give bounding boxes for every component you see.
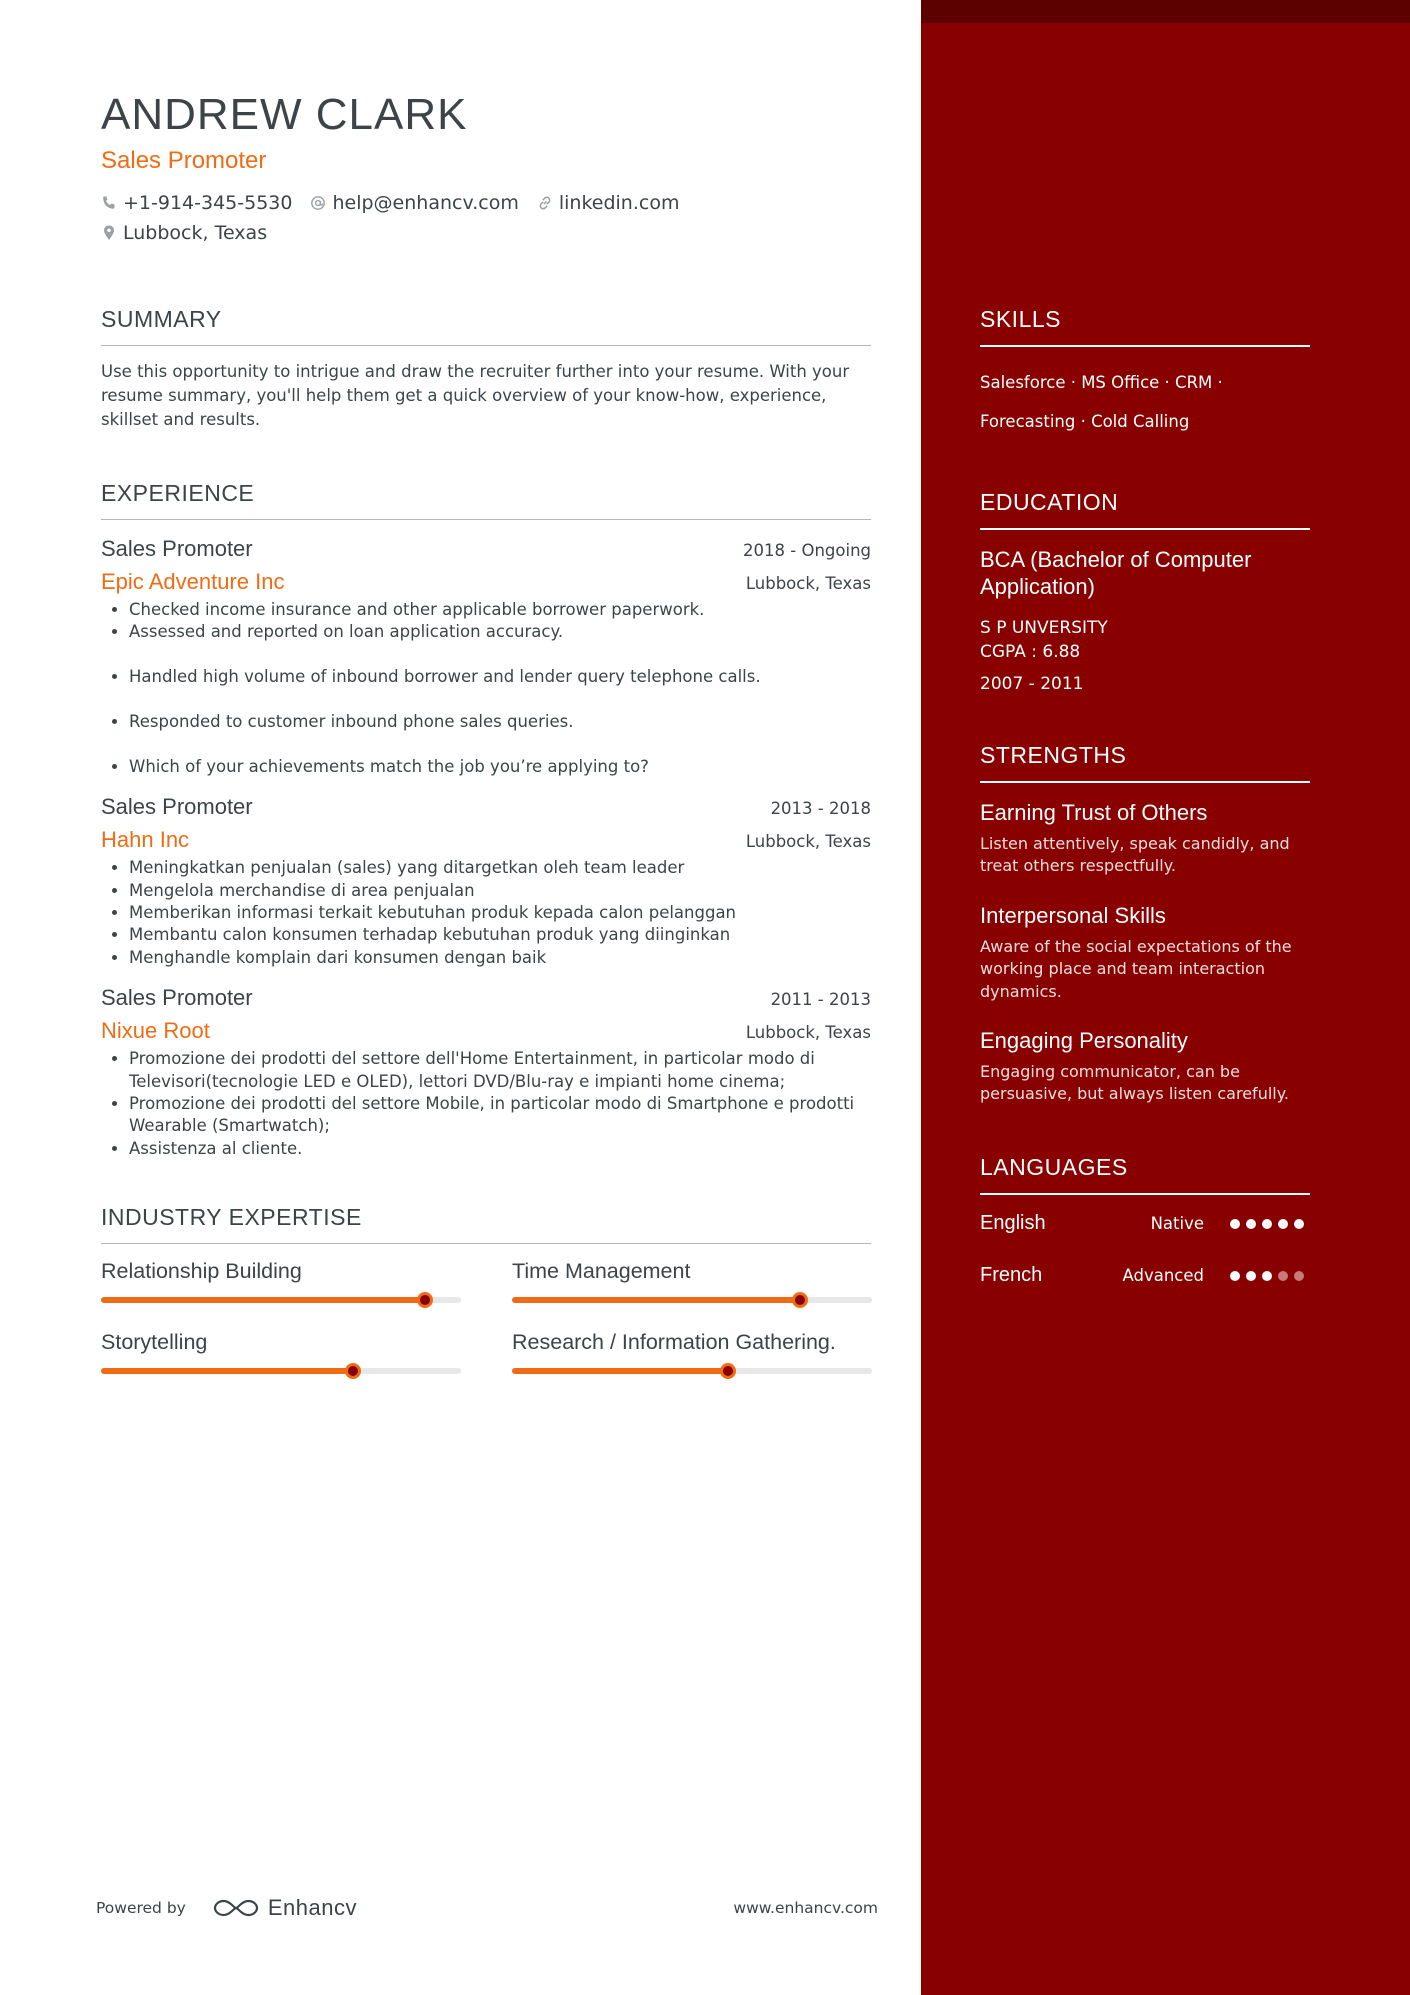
job-company: Nixue Root [101, 1018, 210, 1044]
job-bullet: • Mengelola merchandise di area penjualan [129, 880, 871, 902]
expertise-bar-knob [792, 1292, 808, 1308]
language-level: Advanced [1122, 1266, 1204, 1286]
job-bullet: • Assistenza al cliente. [129, 1138, 871, 1160]
job-bullet: • Menghandle komplain dari konsumen dengan baik [129, 947, 871, 969]
strengths-section [980, 742, 1310, 1106]
expertise-item [512, 1329, 872, 1374]
strength-title: Earning Trust of Others [980, 800, 1208, 825]
education-degree: BCA (Bachelor of Computer Application) [980, 547, 1252, 599]
industry-expertise-section [101, 1204, 871, 1374]
section-title-summary: SUMMARY [101, 306, 871, 346]
language-level: Native [1150, 1214, 1204, 1234]
job-location: Lubbock, Texas [745, 574, 871, 593]
section-title-strengths: STRENGTHS [980, 742, 1310, 783]
job-bullets [101, 1048, 871, 1160]
expertise-label: Time Management [512, 1259, 691, 1284]
strength-description: Aware of the social expectations of the working place and team interaction dynamics. [980, 936, 1292, 1001]
main-column [101, 88, 871, 1374]
strength-title: Interpersonal Skills [980, 902, 1166, 928]
contact-row [101, 188, 871, 218]
contact-phone [101, 192, 292, 214]
dot-filled [1278, 1219, 1288, 1229]
job-title: Sales Promoter [101, 794, 253, 820]
dot-filled [1230, 1219, 1240, 1229]
job-bullet: • Meningkatkan penjualan (sales) yang ditargetkan oleh team leader [129, 857, 871, 879]
job-subheader [101, 827, 871, 853]
contact-email[interactable] [310, 192, 518, 214]
education-details [980, 616, 1310, 664]
job-dates: 2018 - Ongoing [743, 541, 871, 560]
job-bullet: • Assessed and reported on loan application accuracy. [129, 621, 871, 643]
job-entry [101, 536, 871, 778]
job-entry [101, 985, 871, 1160]
dot-filled [1294, 1219, 1304, 1229]
language-row [980, 1261, 1310, 1291]
job-bullet: • Promozione dei prodotti del settore dell'Home Entertainment, in particolar modo di Televisori(tecnologie LED e OLED), lettori DVD/Blu-ray e impianti home cinema; [129, 1048, 871, 1093]
expertise-bar [512, 1368, 872, 1374]
summary-text: Use this opportunity to intrigue and draw the recruiter further into your resume. With your resume summary, you'll help them get a quick overview of your know-how, experience, skillset and results. [101, 362, 850, 429]
dot-empty [1278, 1271, 1288, 1281]
brand-name: Enhancv [267, 1895, 357, 1920]
job-title: Sales Promoter [101, 985, 253, 1011]
language-row [980, 1209, 1310, 1239]
expertise-bar-knob [417, 1292, 433, 1308]
dot-filled [1246, 1219, 1256, 1229]
footer-brand [96, 1895, 357, 1921]
languages-section [980, 1154, 1310, 1291]
location-text: Lubbock, Texas [123, 222, 268, 244]
link-icon [537, 195, 553, 211]
expertise-bar-fill [101, 1297, 425, 1303]
footer-url[interactable]: www.enhancv.com [733, 1899, 878, 1917]
email-text[interactable]: help@enhancv.com [332, 192, 519, 214]
expertise-item [101, 1329, 461, 1374]
job-bullet: • Responded to customer inbound phone sales queries. [129, 711, 871, 733]
expertise-item [512, 1258, 872, 1303]
enhancv-logo-icon [212, 1897, 260, 1919]
expertise-bar [101, 1368, 461, 1374]
expertise-label: Storytelling [101, 1330, 208, 1355]
expertise-label: Relationship Building [101, 1259, 302, 1284]
education-section [980, 489, 1310, 694]
job-entry [101, 794, 871, 969]
expertise-bar-knob [720, 1363, 736, 1379]
candidate-role: Sales Promoter [101, 147, 267, 174]
expertise-bar-fill [512, 1297, 800, 1303]
strength-item [980, 1027, 1310, 1106]
job-bullet: • Promozione dei prodotti del settore Mobile, in particolar modo di Smartphone e prodotti Wearable (Smartwatch); [129, 1093, 871, 1138]
job-bullets [101, 857, 871, 969]
summary-section [101, 306, 871, 432]
contact-info [101, 188, 871, 248]
experience-section [101, 480, 871, 1160]
skills-line: Forecasting · Cold Calling [980, 412, 1190, 431]
job-company: Epic Adventure Inc [101, 569, 285, 594]
job-header [101, 794, 871, 820]
job-company: Hahn Inc [101, 827, 190, 853]
job-location: Lubbock, Texas [745, 1023, 871, 1043]
job-bullet: • Membantu calon konsumen terhadap kebutuhan produk yang diinginkan [129, 924, 871, 946]
strength-item [980, 799, 1310, 878]
phone-text: +1-914-345-5530 [123, 192, 293, 214]
section-title-experience: EXPERIENCE [101, 480, 871, 520]
strength-description: Engaging communicator, can be persuasive, but always listen carefully. [980, 1062, 1289, 1104]
skills-list [980, 363, 1310, 441]
job-dates: 2011 - 2013 [770, 990, 871, 1010]
expertise-bar-fill [512, 1368, 728, 1374]
footer [96, 1893, 878, 1923]
strength-title: Engaging Personality [980, 1028, 1188, 1054]
expertise-label: Research / Information Gathering. [512, 1330, 836, 1355]
education-gpa: CGPA : 6.88 [980, 642, 1081, 662]
powered-by-text: Powered by [96, 1899, 186, 1917]
skills-line: Salesforce · MS Office · CRM · [980, 373, 1223, 392]
language-dots [1230, 1219, 1310, 1229]
expertise-bar-fill [101, 1368, 353, 1374]
expertise-bar [101, 1297, 461, 1303]
dot-empty [1294, 1271, 1304, 1281]
strength-description: Listen attentively, speak candidly, and treat others respectfully. [980, 834, 1290, 876]
job-bullet: • Memberikan informasi terkait kebutuhan produk kepada calon pelanggan [129, 902, 871, 924]
expertise-grid [101, 1258, 871, 1374]
expertise-bar [512, 1297, 872, 1303]
job-subheader [101, 569, 871, 595]
section-title-skills: SKILLS [980, 306, 1310, 347]
dot-filled [1262, 1219, 1272, 1229]
dot-filled [1262, 1271, 1272, 1281]
contact-location [101, 222, 267, 244]
job-location: Lubbock, Texas [745, 832, 871, 852]
language-dots [1230, 1271, 1310, 1281]
education-dates: 2007 - 2011 [980, 674, 1084, 694]
phone-icon [101, 195, 117, 211]
section-title-languages: LANGUAGES [980, 1154, 1310, 1195]
job-bullet: • Which of your achievements match the job you’re applying to? [129, 756, 871, 778]
job-bullet: • Handled high volume of inbound borrower and lender query telephone calls. [129, 666, 871, 688]
dot-filled [1230, 1271, 1240, 1281]
job-header [101, 985, 871, 1011]
location-pin-icon [101, 224, 117, 242]
section-title-education: EDUCATION [980, 489, 1310, 530]
skills-section [980, 306, 1310, 441]
section-title-expertise: INDUSTRY EXPERTISE [101, 1204, 871, 1244]
website-text[interactable]: linkedin.com [558, 192, 680, 214]
job-subheader [101, 1018, 871, 1044]
language-name: French [980, 1264, 1043, 1287]
job-bullets [101, 599, 871, 778]
language-name: English [980, 1212, 1046, 1235]
strength-item [980, 902, 1310, 1003]
at-icon [310, 195, 326, 211]
contact-website[interactable] [537, 192, 680, 214]
job-header [101, 536, 871, 562]
education-school: S P UNVERSITY [980, 618, 1108, 638]
sidebar-content [980, 306, 1310, 1291]
contact-row [101, 218, 871, 248]
candidate-name: ANDREW CLARK [101, 90, 468, 139]
dot-filled [1246, 1271, 1256, 1281]
sidebar [921, 0, 1410, 1995]
expertise-item [101, 1258, 461, 1303]
job-bullet: • Checked income insurance and other applicable borrower paperwork. [129, 599, 871, 621]
expertise-bar-knob [345, 1363, 361, 1379]
job-title: Sales Promoter [101, 536, 253, 561]
job-dates: 2013 - 2018 [770, 799, 871, 819]
sidebar-top-band [921, 0, 1410, 23]
